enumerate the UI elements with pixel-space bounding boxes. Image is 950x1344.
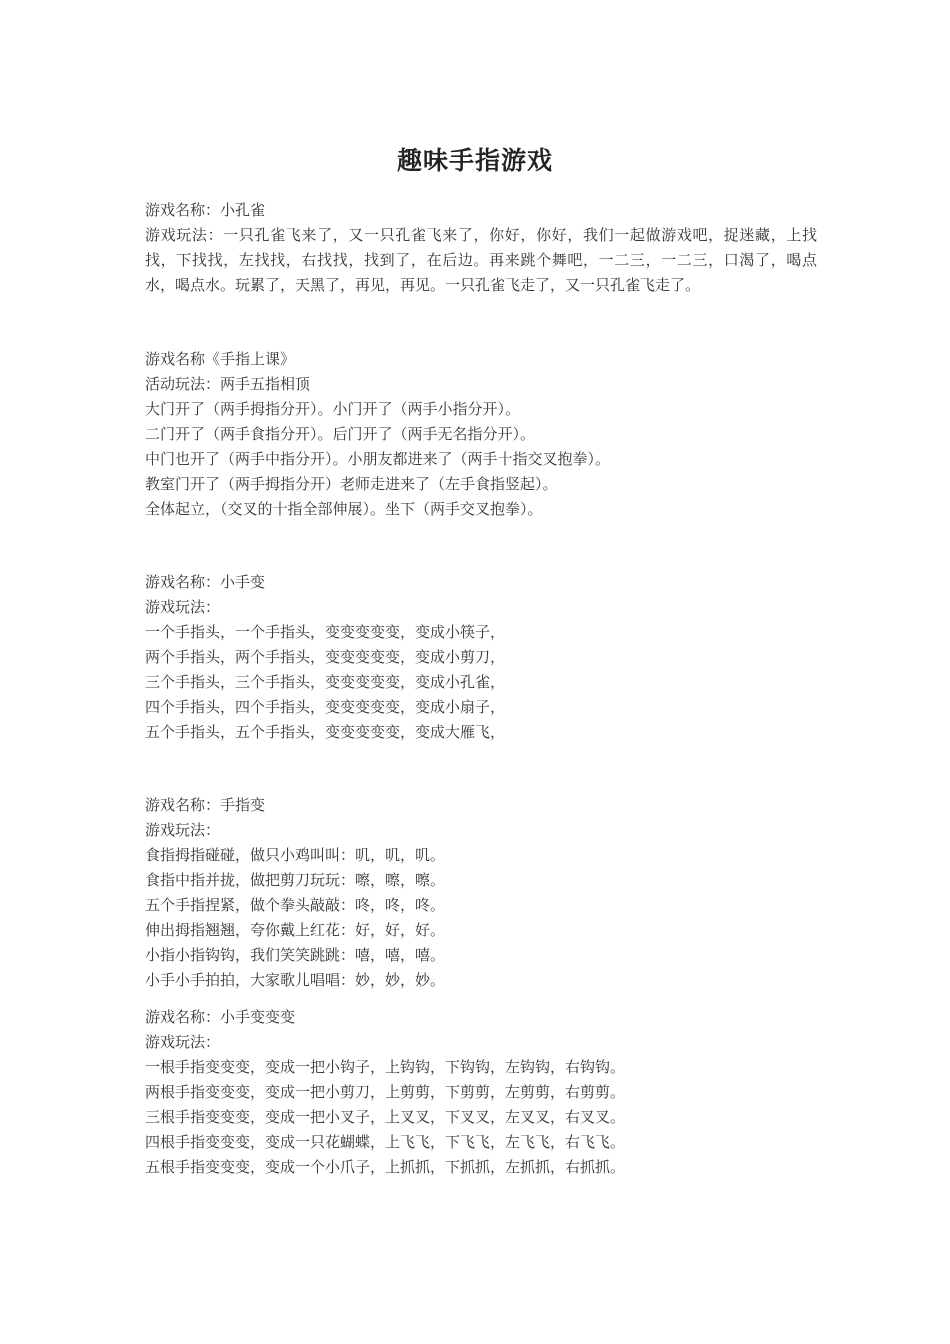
game-rules-line: 伸出拇指翘翘，夸你戴上红花：好，好，好。 (145, 921, 446, 939)
game-rules-line: 全体起立，（交叉的十指全部伸展）。坐下（两手交叉抱拳）。 (145, 500, 543, 518)
game-rules-line: 中门也开了（两手中指分开）。小朋友都进来了（两手十指交叉抱拳）。 (145, 450, 611, 468)
game-rules-paragraph: 游戏玩法：一只孔雀飞来了，又一只孔雀飞来了，你好，你好，我们一起做游戏吧，捉迷藏，上找找，下找找，左找找，右找找，找到了，在后边。再来跳个舞吧，一二三，一二三，口渴了，喝点水，喝点水。玩累了，天黑了，再见，再见。一只孔雀飞走了，又一只孔雀飞走了。 (145, 226, 817, 294)
game-section-little-hand-change (145, 570, 817, 745)
game-name-line: 游戏名称：小孔雀 (145, 201, 266, 219)
game-name-line: 游戏名称：手指变 (145, 796, 266, 814)
game-rules-line: 三个手指头，三个手指头，变变变变变，变成小孔雀， (145, 673, 506, 691)
game-rules-line: 食指拇指碰碰，做只小鸡叫叫：叽，叽，叽。 (145, 846, 446, 864)
game-section-little-hand-change-change-change (145, 1005, 817, 1180)
document-title: 趣味手指游戏 (396, 146, 553, 175)
game-rules-line: 五个手指头，五个手指头，变变变变变，变成大雁飞， (145, 723, 506, 741)
game-rules-line: 一个手指头，一个手指头，变变变变变，变成小筷子， (145, 623, 506, 641)
game-section-finger-class (145, 347, 817, 522)
game-rules-line: 食指中指并拢，做把剪刀玩玩：嚓，嚓，嚓。 (145, 871, 446, 889)
game-rules-line: 五个手指捏紧，做个拳头敲敲：咚，咚，咚。 (145, 896, 446, 914)
game-rules-line: 二门开了（两手食指分开）。后门开了（两手无名指分开）。 (145, 425, 536, 443)
game-rules-line: 游戏玩法： (145, 821, 221, 839)
game-name-line: 游戏名称《手指上课》 (145, 350, 296, 368)
game-section-little-peacock (145, 198, 817, 298)
game-rules-line: 五根手指变变变，变成一个小爪子，上抓抓，下抓抓，左抓抓，右抓抓。 (145, 1158, 626, 1176)
document-body (145, 198, 817, 1180)
game-rules-line: 教室门开了（两手拇指分开）老师走进来了（左手食指竖起）。 (145, 475, 558, 493)
game-rules-line: 两个手指头，两个手指头，变变变变变，变成小剪刀， (145, 648, 506, 666)
game-rules-line: 活动玩法：两手五指相顶 (145, 375, 311, 393)
game-name-line: 游戏名称：小手变变变 (145, 1008, 296, 1026)
game-rules-line: 大门开了（两手拇指分开）。小门开了（两手小指分开）。 (145, 400, 521, 418)
game-rules-line: 小指小指钩钩，我们笑笑跳跳：嘻，嘻，嘻。 (145, 946, 446, 964)
game-rules-line: 游戏玩法： (145, 598, 221, 616)
game-rules-line: 四根手指变变变，变成一只花蝴蝶，上飞飞，下飞飞，左飞飞，右飞飞。 (145, 1133, 626, 1151)
game-rules-line: 四个手指头，四个手指头，变变变变变，变成小扇子， (145, 698, 506, 716)
game-rules-line: 游戏玩法： (145, 1033, 221, 1051)
game-rules-line: 两根手指变变变，变成一把小剪刀，上剪剪，下剪剪，左剪剪，右剪剪。 (145, 1083, 626, 1101)
game-rules-line: 一根手指变变变，变成一把小钩子，上钩钩，下钩钩，左钩钩，右钩钩。 (145, 1058, 626, 1076)
game-rules-line: 三根手指变变变，变成一把小叉子，上叉叉，下叉叉，左叉叉，右叉叉。 (145, 1108, 626, 1126)
game-name-line: 游戏名称：小手变 (145, 573, 266, 591)
game-section-finger-change (145, 793, 817, 993)
game-rules-line: 小手小手拍拍，大家歌儿唱唱：妙，妙，妙。 (145, 971, 446, 989)
